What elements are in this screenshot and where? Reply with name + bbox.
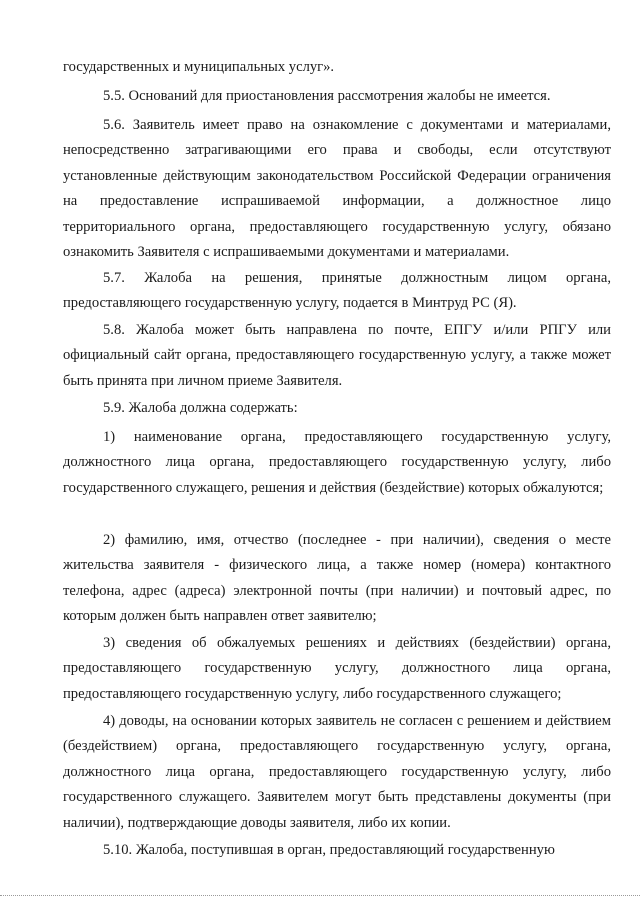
page-bottom-divider (0, 895, 640, 896)
list-item-1: 1) наименование органа, предоставляющего государственную услугу, должностного лица органа, предоставляющего государственную услугу, либо государственного служащего, решения и действия (бездействие) которых обжалуются; (63, 429, 611, 496)
paragraph-5-7: 5.7. Жалоба на решения, принятые должностным лицом органа, предоставляющего государственную услугу, подается в Минтруд РС (Я). (63, 270, 611, 312)
paragraph-continuation: государственных и муниципальных услуг». (63, 59, 335, 75)
list-item-3: 3) сведения об обжалуемых решениях и действиях (бездействии) органа, предоставляющего государственную услугу, должностного лица органа, предоставляющего государственную услугу, либо государственного служащего; (63, 635, 611, 702)
list-item-2: 2) фамилию, имя, отчество (последнее - при наличии), сведения о месте жительства заявителя - физического лица, а также номер (номера) контактного телефона, адрес (адреса) электронной почты (при наличии) и почтовый адрес, по которым должен быть направлен ответ заявителю; (63, 532, 611, 625)
paragraph-5-9: 5.9. Жалоба должна содержать: (103, 400, 298, 416)
list-item-4: 4) доводы, на основании которых заявитель не согласен с решением и действием (бездействием) органа, предоставляющего государственную услугу, органа, должностного лица органа, предоставляющего государственную услугу, либо государственного служащего. Заявителем могут быть представлены документы (при наличии), подтверждающие доводы заявителя, либо их копии. (63, 713, 611, 831)
paragraph-5-8: 5.8. Жалоба может быть направлена по почте, ЕПГУ и/или РПГУ или официальный сайт органа, предоставляющего государственную услугу, а также может быть принята при личном приеме Заявителя. (63, 322, 611, 389)
paragraph-5-6: 5.6. Заявитель имеет право на ознакомление с документами и материалами, непосредственно затрагивающими его права и свободы, если отсутствуют установленные действующим законодательством Российской Федерации ограничения на предоставление испрашиваемой информации, а должностное лицо территориального органа, предоставляющего государственную услугу, обязано ознакомить Заявителя с испрашиваемыми документами и материалами. (63, 117, 611, 261)
paragraph-5-5: 5.5. Оснований для приостановления рассмотрения жалобы не имеется. (103, 88, 551, 104)
paragraph-5-10: 5.10. Жалоба, поступившая в орган, предоставляющий государственную (103, 842, 555, 858)
